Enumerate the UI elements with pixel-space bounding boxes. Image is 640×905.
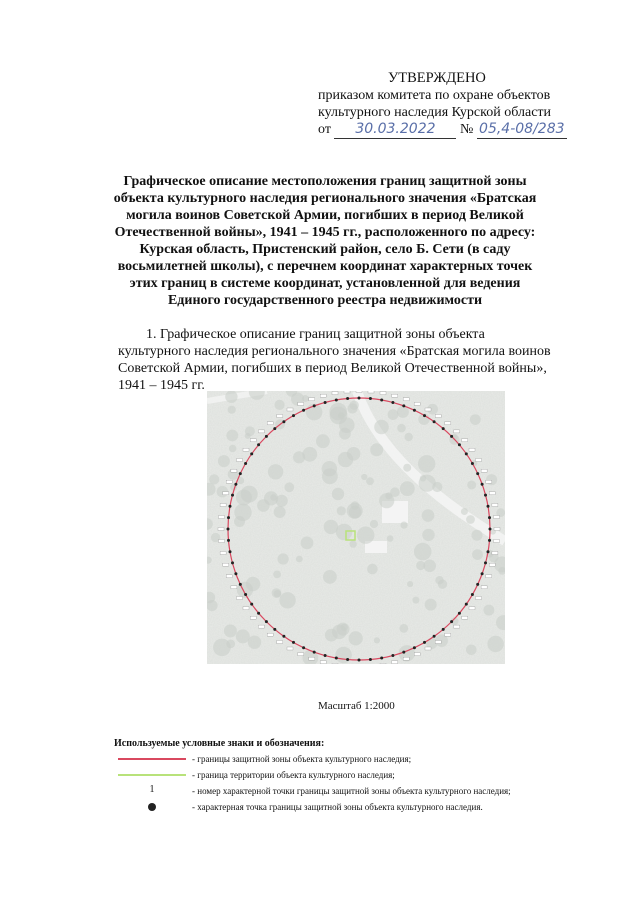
point-number-label (492, 552, 498, 555)
tree-blob (400, 522, 407, 529)
point-number-label (220, 552, 226, 555)
point-number-label (476, 597, 482, 600)
point-dot-symbol (118, 802, 186, 812)
point-number-label (258, 430, 264, 433)
boundary-point (239, 472, 242, 475)
title-line: Графическое описание местоположения границ защитной зоны (123, 174, 527, 189)
tree-blob (336, 524, 353, 541)
boundary-point (484, 494, 487, 497)
tree-blob (325, 629, 338, 642)
tree-blob (341, 624, 348, 631)
tree-blob (339, 428, 351, 440)
point-number-label (219, 540, 225, 543)
tree-blob (366, 477, 374, 485)
tree-blob (397, 424, 406, 433)
boundary-point (450, 620, 453, 623)
point-number-label (486, 480, 492, 483)
point-number-label (237, 459, 243, 462)
approval-block (318, 70, 618, 139)
legend-row (114, 767, 574, 783)
tree-blob (268, 464, 283, 479)
point-number-label (489, 492, 495, 495)
tree-blob (422, 509, 435, 522)
boundary-point (227, 528, 230, 531)
tree-blob (316, 434, 330, 448)
tree-blob (349, 540, 356, 547)
tree-blob (337, 506, 346, 515)
tree-blob (435, 576, 443, 584)
tree-blob (483, 605, 494, 616)
boundary-point (231, 561, 234, 564)
title-line: объекта культурного наследия регионального значения «Братская (113, 191, 537, 206)
boundary-point (265, 620, 268, 623)
boundary-point (433, 420, 436, 423)
boundary-point (471, 593, 474, 596)
tree-blob (466, 515, 475, 524)
boundary-point (369, 658, 372, 661)
boundary-point (484, 561, 487, 564)
tree-blob (224, 624, 237, 637)
boundary-point (302, 409, 305, 412)
title-line: Единого государственного реестра недвижимости (167, 293, 483, 308)
tree-blob (234, 516, 245, 527)
point-number-label (435, 641, 441, 644)
boundary-point (380, 657, 383, 660)
boundary-point (265, 435, 268, 438)
legend-text: - номер характерной точки границы защитной зоны объекта культурного наследия; (192, 786, 511, 796)
tree-blob (347, 403, 357, 413)
boundary-point (335, 657, 338, 660)
boundary-point (227, 516, 230, 519)
point-number-label (277, 415, 283, 418)
tree-blob (338, 452, 353, 467)
point-number-label (320, 661, 326, 664)
point-number-label (425, 408, 431, 411)
tree-blob (405, 433, 413, 441)
tree-blob (425, 599, 437, 611)
point-number-label (223, 563, 229, 566)
point-number-label (481, 469, 487, 472)
point-number-label (309, 657, 315, 660)
boundary-point (465, 452, 468, 455)
tree-blob (278, 553, 289, 564)
point-number-label (219, 516, 225, 519)
tree-blob (370, 520, 378, 528)
tree-blob (236, 629, 250, 643)
boundary-point (273, 628, 276, 631)
tree-blob (322, 468, 338, 484)
point-number-label (287, 647, 293, 650)
boundary-point (442, 628, 445, 631)
tree-blob (284, 482, 294, 492)
point-number-label (226, 575, 232, 578)
tree-blob (418, 455, 435, 472)
boundary-point (282, 635, 285, 638)
map-scale: Масштаб 1:2000 (318, 700, 395, 712)
point-number-label (356, 391, 362, 393)
tree-blob (357, 527, 374, 544)
point-number-label (492, 504, 498, 507)
point-number-label (237, 597, 243, 600)
tree-blob (270, 494, 276, 500)
point-number-label (231, 469, 237, 472)
tree-blob (472, 530, 483, 541)
point-number-label (218, 528, 224, 531)
boundary-point (234, 572, 237, 575)
point-number-label (380, 663, 386, 664)
boundary-point (481, 572, 484, 575)
tree-blob (367, 564, 378, 575)
point-number-label (368, 391, 374, 393)
tree-blob (302, 395, 309, 402)
tree-blob (374, 637, 380, 643)
approval-line-2: культурного наследия Курской области (318, 105, 552, 120)
point-number-label (486, 575, 492, 578)
boundary-point (433, 635, 436, 638)
paragraph-line: Советской Армии, погибших в период Великой Отечественной войны», (118, 361, 547, 376)
boundary-point (380, 399, 383, 402)
boundary-point (476, 472, 479, 475)
tree-blob (467, 481, 476, 490)
boundary-point (292, 414, 295, 417)
tree-blob (349, 506, 362, 519)
boundary-point (413, 409, 416, 412)
tree-blob (412, 597, 419, 604)
point-number-label (223, 492, 229, 495)
boundary-point (369, 397, 372, 400)
approval-number: 05,4-08/283 (477, 121, 567, 139)
tree-blob (293, 451, 305, 463)
tree-blob (332, 488, 344, 500)
boundary-point (292, 641, 295, 644)
tree-blob (374, 420, 389, 435)
boundary-point (244, 593, 247, 596)
tree-blob (387, 535, 394, 542)
tree-blob (301, 537, 314, 550)
tree-blob (275, 400, 285, 410)
boundary-point (423, 414, 426, 417)
boundary-point (358, 659, 361, 662)
tree-blob (461, 508, 468, 515)
point-number-label (454, 625, 460, 628)
boundary-point (282, 420, 285, 423)
point-number-label (277, 641, 283, 644)
point-number-label (287, 408, 293, 411)
tree-blob (279, 592, 295, 608)
point-number-label (476, 459, 482, 462)
title-line: Курская область, Пристенский район, село Б. Сети (в саду (139, 242, 511, 257)
tree-blob (390, 487, 400, 497)
point-number-label (332, 392, 338, 395)
point-number-label (243, 448, 249, 451)
boundary-point (450, 435, 453, 438)
boundary-point (402, 404, 405, 407)
boundary-point (423, 641, 426, 644)
tree-blob (399, 624, 408, 633)
approval-heading: УТВЕРЖДЕНО (388, 70, 486, 86)
boundary-point (257, 612, 260, 615)
point-number-label (332, 663, 338, 664)
point-number-label (267, 422, 273, 425)
tree-blob (422, 529, 434, 541)
boundary-point (273, 427, 276, 430)
boundary-point (458, 612, 461, 615)
boundary-point (324, 654, 327, 657)
point-number-label (481, 586, 487, 589)
tree-blob (329, 403, 347, 421)
tree-blob (226, 430, 238, 442)
tree-blob (472, 549, 483, 560)
boundary-point (250, 452, 253, 455)
boundary-point (391, 401, 394, 404)
point-number-label (469, 607, 475, 610)
legend-text: - границы защитной зоны объекта культурного наследия; (192, 754, 412, 764)
boundary-point (391, 654, 394, 657)
point-number-label (445, 422, 451, 425)
boundary-point (487, 550, 490, 553)
legend-text: - характерная точка границы защитной зоны объекта культурного наследия. (192, 802, 483, 812)
tree-blob (403, 464, 411, 472)
paragraph-line: 1941 – 1945 гг. (118, 378, 205, 393)
title-line: восьмилетней школы), с перечнем координат характерных точек (117, 259, 533, 274)
boundary-point (313, 651, 316, 654)
point-number-label (462, 616, 468, 619)
boundary-point (234, 483, 237, 486)
boundary-point (229, 550, 232, 553)
boundary-point (244, 462, 247, 465)
tree-blob (228, 406, 236, 414)
boundary-point (487, 505, 490, 508)
tree-blob (229, 445, 237, 453)
boundary-point (489, 528, 492, 531)
tree-blob (248, 636, 261, 649)
point-number-label (462, 439, 468, 442)
point-number-label (298, 402, 304, 405)
boundary-point (335, 399, 338, 402)
point-number-label (425, 647, 431, 650)
boundary-point (324, 401, 327, 404)
tree-blob (323, 570, 337, 584)
number-label: № (459, 122, 474, 137)
point-number-label (392, 661, 398, 664)
point-number-label (231, 586, 237, 589)
point-number-label (469, 448, 475, 451)
boundary-point (239, 583, 242, 586)
tree-blob (370, 443, 383, 456)
point-number-label (258, 625, 264, 628)
point-number-label (445, 633, 451, 636)
point-number-label (243, 607, 249, 610)
tree-blob (349, 631, 363, 645)
boundary-point (250, 603, 253, 606)
point-number-label (414, 653, 420, 656)
boundary-point (471, 462, 474, 465)
approval-date-line (318, 121, 618, 139)
boundary-point (488, 539, 491, 542)
boundary-point (413, 646, 416, 649)
boundary-point (257, 443, 260, 446)
tree-blob (407, 581, 413, 587)
tree-blob (272, 588, 282, 598)
boundary-point (465, 603, 468, 606)
tree-blob (225, 391, 237, 403)
boundary-point (476, 583, 479, 586)
tree-blob (420, 475, 426, 481)
paragraph-line: культурного наследия регионального значения «Братская могила воинов (118, 344, 551, 359)
point-number-label (494, 516, 500, 519)
tree-blob (361, 474, 367, 480)
point-number-label (298, 653, 304, 656)
boundary-point (442, 427, 445, 430)
point-number-label (226, 480, 232, 483)
point-number-label (494, 540, 500, 543)
boundary-point (302, 646, 305, 649)
point-number-symbol: 1 (149, 784, 155, 795)
tree-blob (388, 409, 399, 420)
tree-blob (226, 640, 235, 649)
tree-blob (416, 561, 425, 570)
boundary-point (481, 483, 484, 486)
boundary-point (346, 397, 349, 400)
tree-blob (466, 645, 477, 656)
point-number-label (344, 391, 350, 393)
legend (114, 738, 574, 815)
from-label: от (318, 122, 331, 137)
approval-line-1: приказом комитета по охране объектов (318, 88, 551, 103)
point-number-label (309, 398, 315, 401)
tree-blob (296, 556, 303, 563)
point-number-label (403, 657, 409, 660)
tree-blob (218, 455, 230, 467)
point-number-label (392, 394, 398, 397)
tree-blob (241, 486, 258, 503)
tree-blob (470, 414, 481, 425)
boundary-point (402, 651, 405, 654)
point-number-label (414, 402, 420, 405)
tree-blob (414, 543, 432, 561)
boundary-point (458, 443, 461, 446)
boundary-point (313, 404, 316, 407)
point-number-label (380, 392, 386, 395)
red-line-symbol (118, 754, 186, 764)
boundary-point (231, 494, 234, 497)
tree-blob (274, 506, 286, 518)
legend-row (114, 783, 574, 799)
point-number-label (250, 439, 256, 442)
tree-blob (400, 481, 415, 496)
title-line: этих границ в системе координат, установленной для ведения (129, 276, 521, 291)
boundary-point (488, 516, 491, 519)
point-number-label (494, 528, 500, 531)
title-line: Отечественной войны», 1941 – 1945 гг., расположенного по адресу: (114, 225, 536, 240)
boundary-point (227, 539, 230, 542)
boundary-map (207, 391, 505, 664)
legend-title: Используемые условные знаки и обозначения: (114, 738, 325, 749)
point-number-label (267, 633, 273, 636)
legend-row (114, 751, 574, 767)
tree-blob (335, 647, 352, 664)
point-number-label (403, 398, 409, 401)
document-title (100, 173, 550, 309)
legend-row (114, 799, 574, 815)
tree-blob (486, 474, 497, 485)
point-number-label (489, 563, 495, 566)
point-number-label (435, 415, 441, 418)
legend-text: - граница территории объекта культурного наследия; (192, 770, 395, 780)
approval-date: 30.03.2022 (334, 121, 456, 139)
point-number-label (454, 430, 460, 433)
paragraph-line: 1. Графическое описание границ защитной зоны объекта (146, 327, 485, 342)
boundary-point (358, 397, 361, 400)
tree-blob (487, 636, 503, 652)
section-1-paragraph (118, 326, 568, 394)
boundary-point (346, 658, 349, 661)
point-number-label (220, 504, 226, 507)
tree-blob (245, 426, 255, 436)
point-number-label (250, 616, 256, 619)
title-line: могила воинов Советской Армии, погибших в период Великой (126, 208, 524, 223)
tree-blob (276, 495, 288, 507)
boundary-point (229, 505, 232, 508)
green-line-symbol (118, 770, 186, 780)
tree-blob (273, 571, 281, 579)
point-number-label (320, 394, 326, 397)
